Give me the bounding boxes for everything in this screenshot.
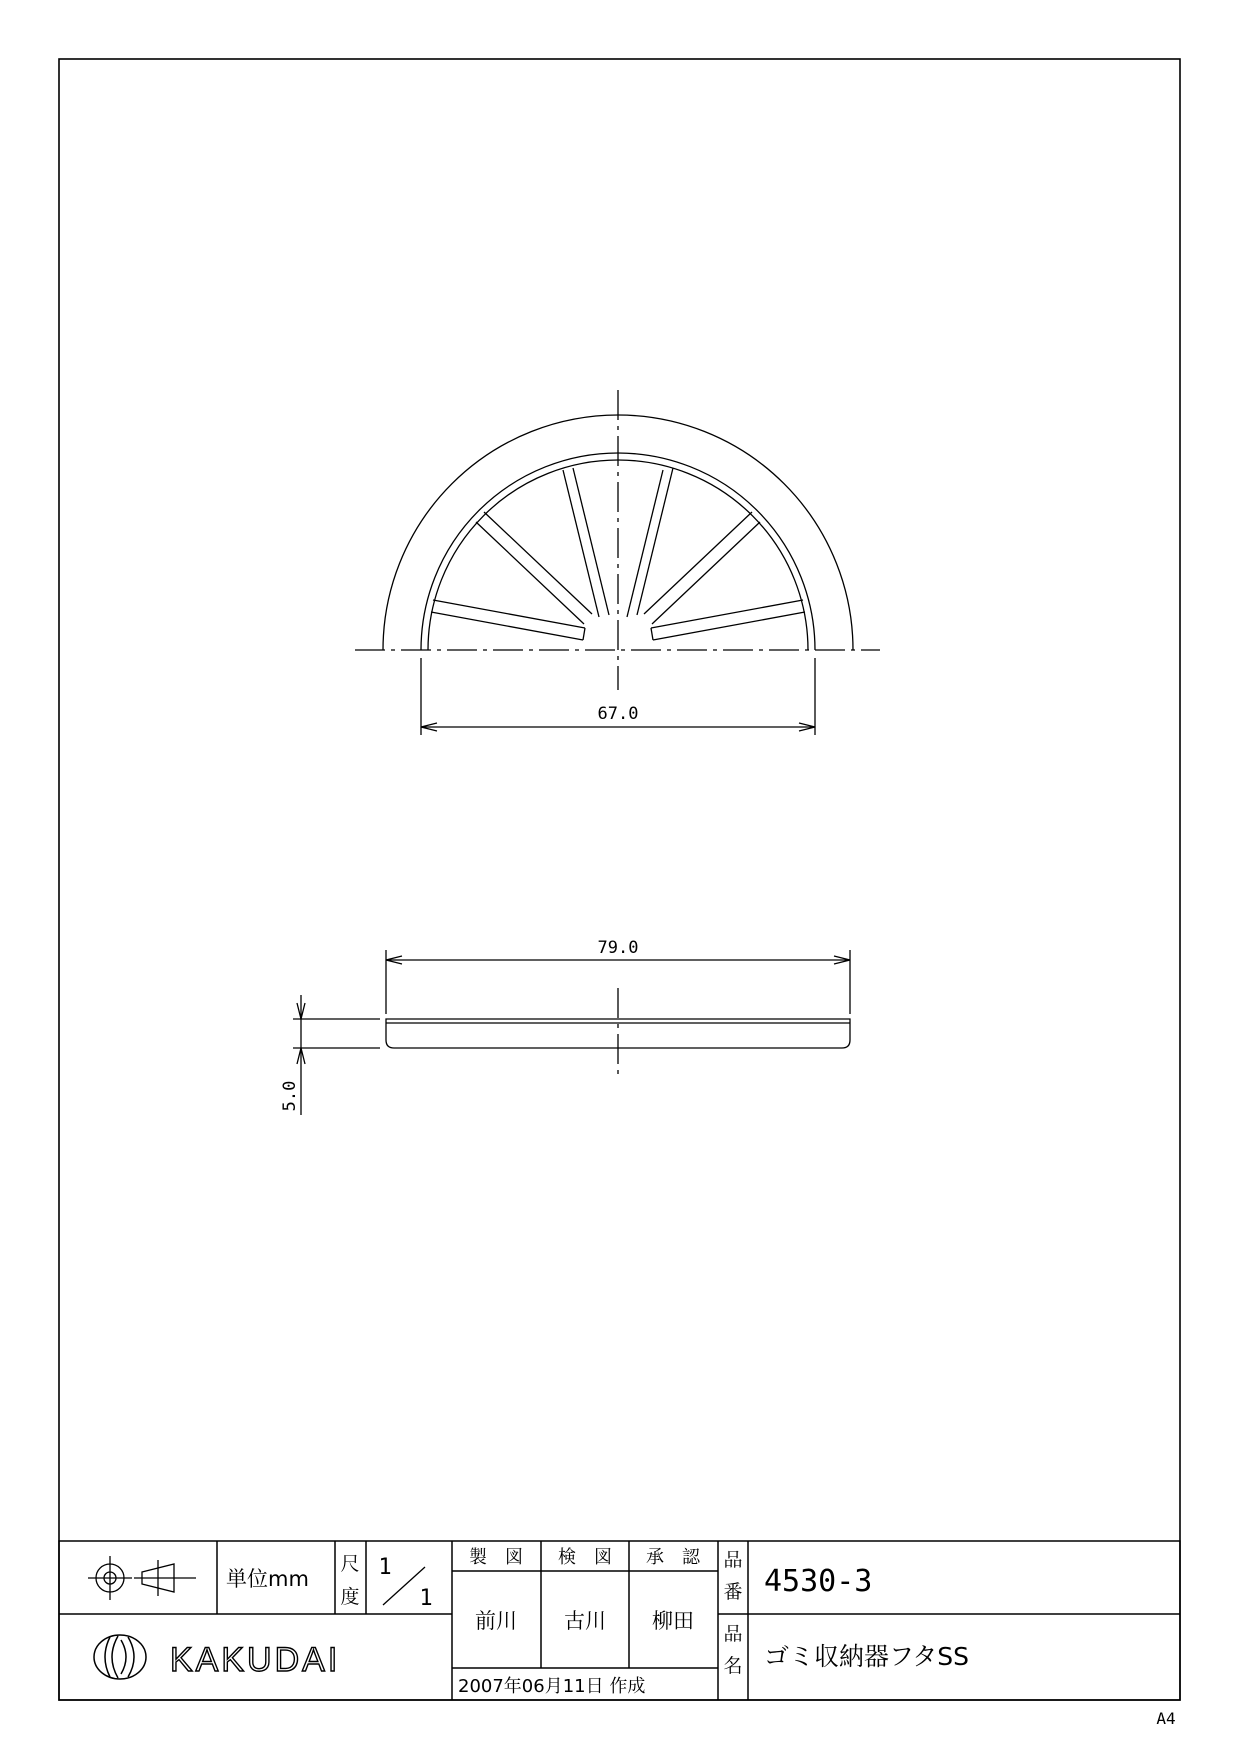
scale-label-top: 尺 (340, 1553, 360, 1575)
third-angle-projection-icon (88, 1556, 196, 1600)
company-name: KAKUDAI (170, 1641, 341, 1679)
drawn-by-label: 製 図 (469, 1547, 523, 1568)
checked-by-label: 検 図 (558, 1547, 612, 1568)
drawn-by-name: 前川 (475, 1609, 517, 1633)
dim-67-label: 67.0 (597, 704, 639, 724)
approved-by-name: 柳田 (652, 1609, 694, 1633)
part-number: 4530-3 (764, 1564, 873, 1599)
unit-label: 単位mm (226, 1567, 309, 1591)
sheet-border (59, 59, 1180, 1700)
dim-79-label: 79.0 (597, 938, 639, 958)
scale-label-bottom: 度 (340, 1586, 360, 1608)
part-no-label-2: 番 (723, 1581, 743, 1603)
part-name-label-1: 品 (723, 1623, 743, 1645)
scale-numerator: 1 (378, 1555, 392, 1580)
part-name-label-2: 名 (723, 1655, 743, 1677)
part-name: ゴミ収納器フタSS (764, 1642, 969, 1671)
scale-denominator: 1 (419, 1586, 433, 1611)
dim-5-label: 5.0 (280, 1080, 300, 1112)
part-no-label-1: 品 (723, 1549, 743, 1571)
kakudai-logo-icon (94, 1635, 146, 1679)
side-view (293, 950, 850, 1115)
top-view (355, 390, 880, 735)
approved-by-label: 承 認 (646, 1547, 700, 1568)
checked-by-name: 古川 (564, 1609, 606, 1633)
drawing-date: 2007年06月11日 作成 (458, 1676, 646, 1697)
sheet-size: A4 (1156, 1709, 1176, 1728)
